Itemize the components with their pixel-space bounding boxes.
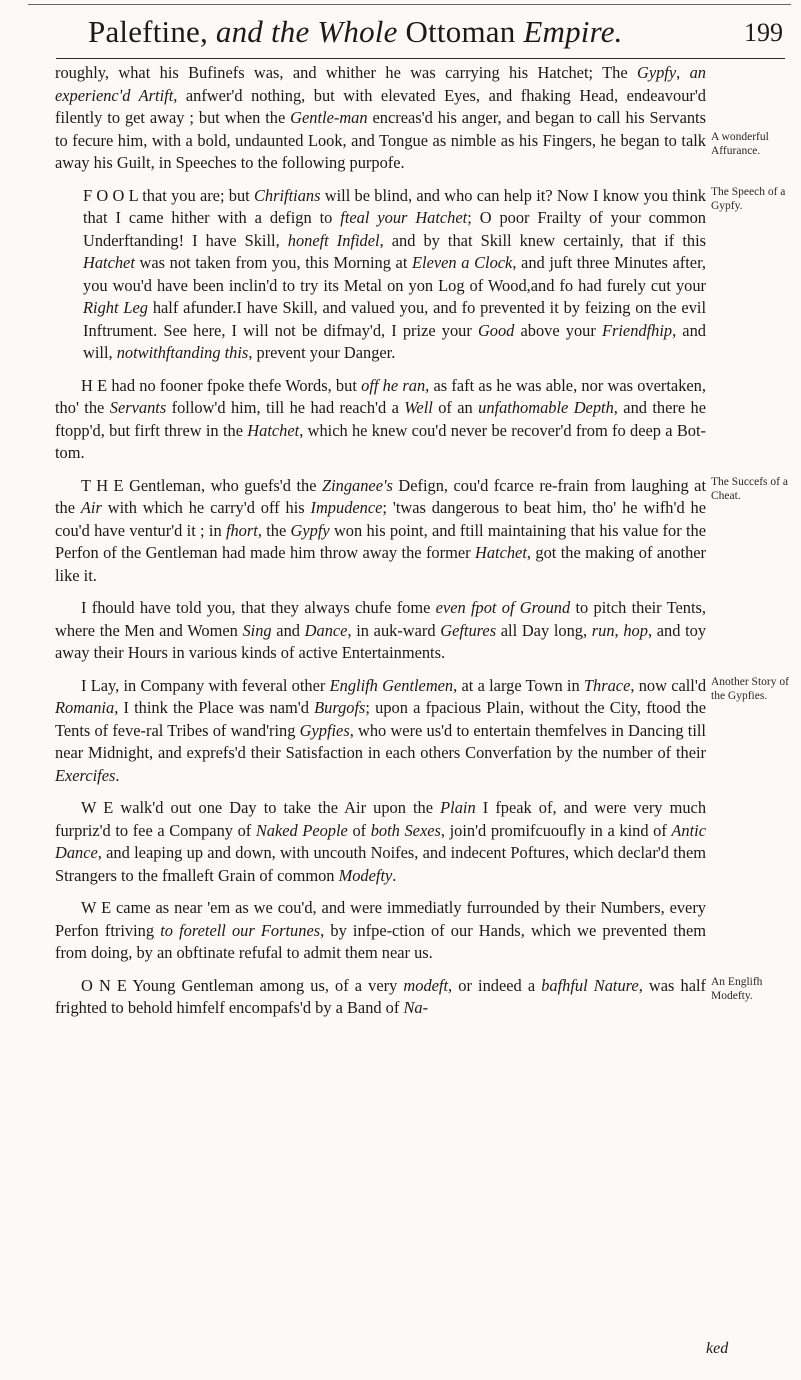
italic-run: Right Leg — [83, 298, 148, 317]
text-run: , now call'd — [630, 675, 707, 695]
text-run: of — [347, 820, 371, 840]
italic-run: Na- — [403, 998, 429, 1017]
page-number: 199 — [744, 18, 783, 47]
text-run: T H E Gentleman, who guefs'd the — [81, 475, 322, 495]
text-run: , or indeed a — [448, 975, 542, 995]
paragraph-tents — [55, 597, 706, 665]
margin-note-modesty: An Englifh Modefty. — [711, 975, 763, 1002]
text-run: of an — [432, 398, 479, 417]
italic-run: even fpot of Ground — [435, 598, 571, 617]
italic-run: Naked People — [255, 820, 348, 840]
italic-run: Burgofs — [314, 698, 366, 717]
italic-run: hop — [623, 620, 648, 640]
paragraph-walk — [55, 797, 706, 887]
text-run: . — [392, 865, 397, 885]
text-run: encreas'd his anger, and began to call his Servants to fecure him, with a bold, undaunted Look, and Tongue as nimble as his Fingers, he began to talk away his Guilt, in Speeches to the following purpofe. — [55, 108, 706, 172]
header-rule — [56, 58, 785, 59]
italic-run: Servants — [109, 398, 167, 417]
italic-run: Sing — [242, 620, 272, 640]
text-run: , and will, — [83, 320, 706, 362]
italic-run: bafhful Nature — [541, 975, 639, 995]
italic-run: both Sexes — [370, 820, 441, 840]
italic-run: to foretell our Fortunes — [160, 920, 321, 940]
text-run: half afunder.I have Skill, and valued you, and fo prevented it by feizing on the evil Inftrument. See here, I will not be difmay'd, I prize your — [83, 298, 706, 340]
running-head-title-italic-whole: Whole — [317, 14, 398, 49]
text-run: all Day long, — [496, 620, 592, 640]
italic-run: Geftures — [440, 620, 497, 640]
italic-run: run — [591, 620, 615, 640]
paragraph-gypsy-speech — [83, 185, 706, 365]
text-run: , and juft three Minutes after, you wou'd have been inclin'd to try its Metal on yon Log of Wood,and fo had furely cut your — [83, 253, 706, 295]
text-run: I fhould have told you, that they always chufe fome — [81, 598, 436, 617]
text-run: H E had no fooner fpoke thefe Words, but — [81, 375, 362, 395]
italic-run: Gypfy — [290, 520, 330, 540]
text-run: above your — [514, 320, 602, 340]
running-head — [0, 4, 801, 64]
italic-run: off he ran — [361, 375, 426, 395]
text-run: , — [676, 63, 690, 82]
italic-run: Thrace — [583, 675, 631, 695]
text-run: F O O L that you are; but — [83, 185, 254, 205]
italic-run: Hatchet — [474, 543, 527, 562]
text-run: , at a large Town in — [453, 675, 584, 695]
text-run: , and by that Skill knew certainly, that if this — [379, 230, 706, 250]
italic-run: Modefty — [338, 865, 393, 885]
italic-run: Hatchet — [247, 420, 300, 440]
italic-run: modeft — [403, 975, 449, 995]
margin-note-speech: The Speech of a Gypfy. — [711, 185, 786, 212]
running-head-title — [88, 14, 623, 50]
italic-run: Air — [80, 498, 102, 517]
italic-run: Plain — [440, 798, 476, 817]
text-run: ; 'twas dangerous to beat him, tho' he wifh'd he cou'd have ventur'd it ; in — [55, 498, 707, 540]
text-run: . — [115, 765, 120, 785]
italic-run: Dance — [304, 620, 348, 640]
text-run: I fpeak of, and were very much furpriz'd to fee a Company of — [55, 798, 707, 840]
italic-run: Friendfhip — [601, 320, 673, 340]
text-run: follow'd him, till he had reach'd a — [166, 398, 405, 417]
running-head-title-end: Ottoman — [397, 14, 524, 49]
text-run: , — [614, 620, 624, 640]
text-run: ; O poor Frailty of your common Underftanding! I have Skill, — [83, 208, 706, 250]
text-run: was not taken from you, this Morning at — [134, 253, 413, 272]
margin-note-another-story: Another Story of the Gypfies. — [711, 675, 789, 702]
catchword: ked — [706, 1340, 729, 1357]
paragraph-fortunes — [55, 897, 706, 965]
text-run: , as faft as he was able, nor was overtaken, tho' the — [55, 375, 706, 417]
text-run: , join'd promifcuoufly in a kind of — [440, 820, 672, 840]
text-run: W E came as near 'em as we cou'd, and were immediatly furrounded by their Numbers, every Perfon ftriving — [55, 898, 706, 940]
text-run: I Lay, in Company with feveral other — [81, 675, 330, 695]
text-run: , the — [257, 520, 291, 540]
text-run: will be blind, and who can help it? Now I know you think that I came hither with a defign to — [83, 185, 706, 227]
italic-run: fhort — [225, 520, 258, 540]
italic-run: Gypfies — [299, 720, 350, 740]
text-run: , anfwer'd nothing, but with elevated Eyes, and fhaking Head, endeavour'd filently to get away ; but when the — [55, 85, 706, 127]
italic-run: Hatchet — [83, 253, 135, 272]
paragraph-continuation — [55, 62, 706, 175]
text-run: , who were us'd to entertain themfelves in Dancing till near Midnight, and exprefs'd their Satisfaction in each others Converfation by the number of their — [55, 720, 706, 762]
italic-run: Antic Dance — [55, 820, 706, 862]
italic-run: Gypfy — [637, 63, 677, 82]
running-head-title-roman: Paleftine, — [88, 14, 216, 49]
italic-run: Gentle-man — [290, 108, 368, 127]
text-run: to pitch their Tents, where the Men and Women — [55, 598, 706, 640]
italic-run: Impudence — [310, 498, 383, 517]
italic-run: Zinganee's — [321, 475, 393, 495]
italic-run: Englifh Gentlemen — [329, 675, 454, 695]
paragraph-young-gentleman — [55, 975, 706, 1020]
text-run: , by infpe-ction of our Hands, which we prevented them from doing, by an obftinate refufal to admit them near us. — [55, 920, 706, 962]
text-run: , got the making of another like it. — [55, 543, 706, 585]
text-run: and — [271, 620, 305, 640]
body-text — [55, 62, 706, 1030]
text-run: , was half frighted to behold himfelf encompafs'd by a Band of — [55, 975, 706, 1017]
text-run: , and toy away their Hours in various kinds of active Entertainments. — [55, 620, 707, 662]
text-run: , and there he ftopp'd, but firft threw in the — [55, 398, 706, 440]
text-run: , I think the Place was nam'd — [114, 698, 315, 717]
paragraph-thrace — [55, 675, 706, 788]
running-head-title-italic: and the — [215, 14, 318, 49]
text-run: , prevent your Danger. — [248, 343, 396, 362]
italic-run: fteal your Hatchet — [340, 208, 468, 227]
text-run: Defign, cou'd fcarce re-frain from laughing at the — [55, 475, 706, 517]
italic-run: honeft Infidel — [287, 230, 380, 250]
text-run: ; upon a fpacious Plain, without the City, ftood the Tents of feve-ral Tribes of wand'ring — [55, 698, 707, 740]
italic-run: Well — [404, 398, 433, 417]
text-run: , which he knew cou'd never be recover'd from fo deep a Bot-tom. — [55, 420, 706, 462]
margin-note-assurance: A wonderful Affurance. — [711, 131, 769, 157]
italic-run: unfathomable Depth — [478, 398, 614, 417]
margin-note-cheat: The Succefs of a Cheat. — [711, 475, 788, 502]
text-run: O N E Young Gentleman among us, of a very — [81, 975, 404, 995]
italic-run: an experienc'd Artift — [55, 63, 706, 105]
text-run: , and leaping up and down, with uncouth Noifes, and indecent Poftures, which declar'd them Strangers to the fmalleft Grain of common — [55, 843, 706, 885]
italic-run: Exercifes — [55, 765, 116, 785]
italic-run: notwithftanding this — [116, 343, 249, 362]
paragraph-escape — [55, 375, 706, 465]
italic-run: Good — [477, 320, 515, 340]
text-run: W E walk'd out one Day to take the Air upon the — [81, 798, 441, 817]
text-run: , in auk-ward — [347, 620, 441, 640]
text-run: with which he carry'd off his — [101, 498, 311, 517]
italic-run: Romania — [55, 698, 115, 717]
text-run: roughly, what his Bufinefs was, and whither he was carrying his Hatchet; The — [55, 63, 637, 82]
running-head-title-italic-empire: Empire. — [523, 14, 623, 49]
paragraph-gentleman — [55, 475, 706, 588]
italic-run: Eleven a Clock — [412, 253, 513, 272]
italic-run: Chriftians — [254, 185, 321, 205]
text-run: won his point, and ftill maintaining that his value for the Perfon of the Gentleman had made him throw away the former — [55, 520, 706, 562]
